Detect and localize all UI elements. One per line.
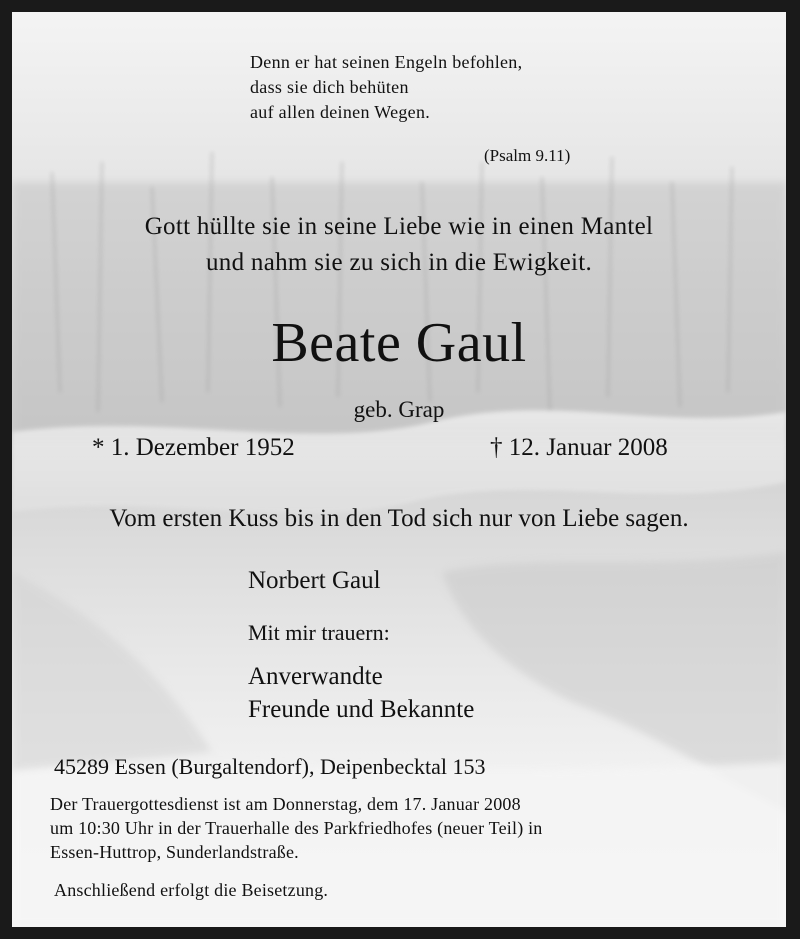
birth-date: * 1. Dezember 1952 bbox=[92, 434, 295, 461]
mourners-relatives: Anverwandte bbox=[248, 663, 383, 690]
burial-note: Anschließend erfolgt die Beisetzung. bbox=[54, 880, 329, 900]
motto-line: Vom ersten Kuss bis in den Tod sich nur von Liebe sagen. bbox=[109, 505, 689, 532]
quote-line-2: und nahm sie zu sich in die Ewigkeit. bbox=[205, 249, 593, 276]
psalm-reference: (Psalm 9.11) bbox=[484, 146, 571, 165]
verse-line-3: auf allen deinen Wegen. bbox=[250, 102, 431, 122]
quote-line-1: Gott hüllte sie in seine Liebe wie in einen Mantel bbox=[144, 213, 654, 240]
service-line-1: Der Trauergottesdienst ist am Donnerstag, dem 17. Januar 2008 bbox=[50, 794, 521, 814]
death-date: † 12. Januar 2008 bbox=[490, 434, 668, 461]
service-line-2: um 10:30 Uhr in der Trauerhalle des Parkfriedhofes (neuer Teil) in bbox=[50, 818, 543, 838]
mourner-primary: Norbert Gaul bbox=[248, 567, 381, 594]
winter-landscape-background bbox=[12, 12, 786, 927]
address-line: 45289 Essen (Burgaltendorf), Deipenbecktal 153 bbox=[54, 754, 486, 779]
maiden-name: geb. Grap bbox=[353, 397, 445, 422]
obituary-card bbox=[12, 12, 786, 927]
deceased-name: Beate Gaul bbox=[271, 312, 527, 374]
verse-line-2: dass sie dich behüten bbox=[250, 77, 409, 97]
mourners-intro: Mit mir trauern: bbox=[248, 620, 390, 645]
mourners-friends: Freunde und Bekannte bbox=[248, 696, 475, 723]
service-line-3: Essen-Huttrop, Sunderlandstraße. bbox=[50, 842, 299, 862]
verse-line-1: Denn er hat seinen Engeln befohlen, bbox=[250, 52, 523, 72]
